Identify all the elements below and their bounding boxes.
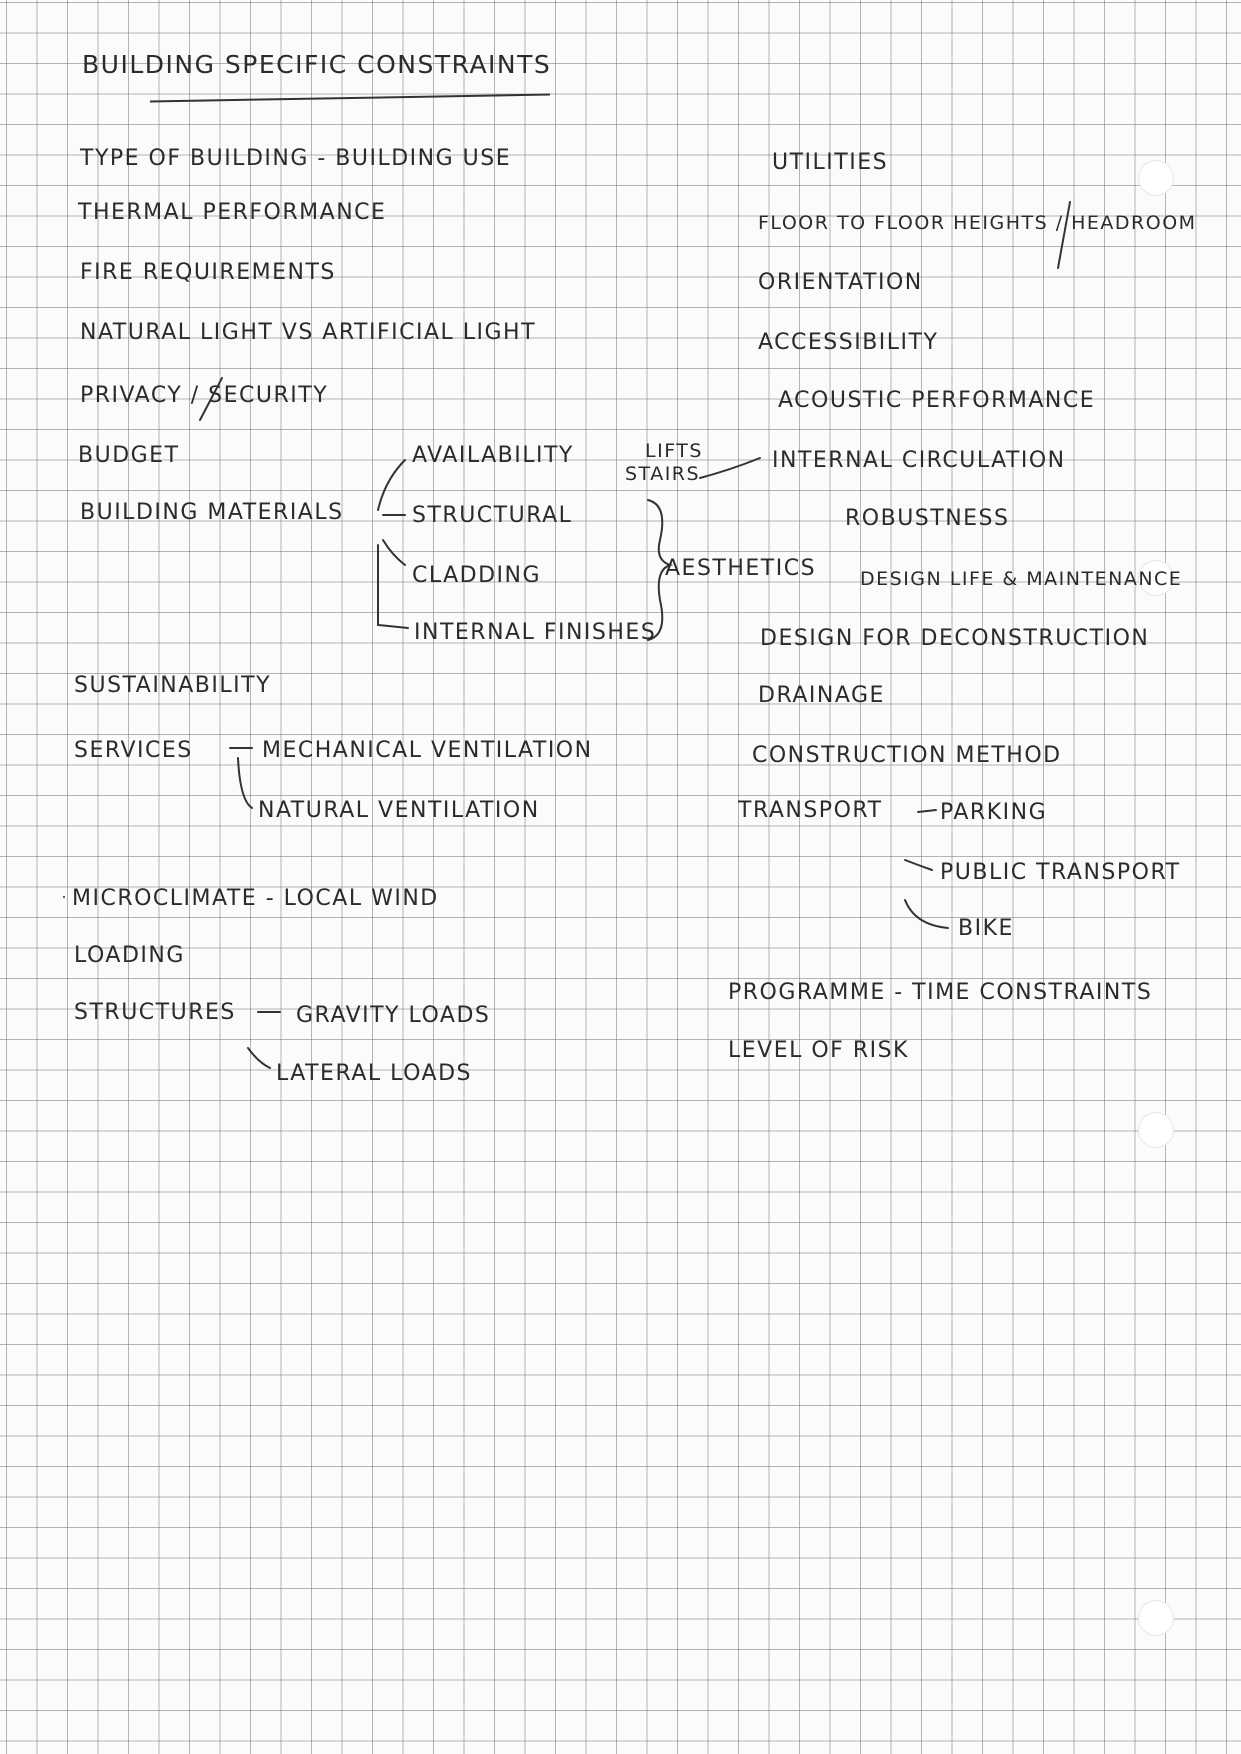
note-orientation: ORIENTATION (758, 270, 923, 295)
services-branch-natural (238, 758, 252, 808)
note-transport-parking: PARKING (940, 800, 1048, 825)
note-materials-availability: AVAILABILITY (412, 443, 574, 468)
note-structures-lateral: LATERAL LOADS (276, 1061, 472, 1086)
note-aesthetics: AESTHETICS (665, 556, 817, 581)
binder-hole-top (1138, 160, 1174, 196)
note-privacy-security: PRIVACY / SECURITY (80, 383, 329, 408)
note-services: SERVICES (74, 738, 193, 763)
note-utilities: UTILITIES (772, 150, 889, 175)
note-building-materials: BUILDING MATERIALS (80, 500, 344, 525)
note-construction-method: CONSTRUCTION METHOD (752, 743, 1062, 768)
note-transport-public: PUBLIC TRANSPORT (940, 860, 1181, 885)
note-thermal-performance: THERMAL PERFORMANCE (78, 200, 387, 225)
note-drainage: DRAINAGE (758, 683, 885, 708)
note-fire-requirements: FIRE REQUIREMENTS (80, 260, 336, 285)
note-structures-gravity: GRAVITY LOADS (296, 1003, 491, 1028)
note-materials-cladding: CLADDING (412, 563, 542, 588)
materials-branch-availability (378, 460, 405, 510)
page-title: BUILDING SPECIFIC CONSTRAINTS (82, 50, 552, 79)
note-lifts: LIFTS (645, 440, 703, 462)
transport-branch-bike (905, 900, 948, 928)
note-materials-internal-finishes: INTERNAL FINISHES (414, 620, 657, 645)
note-design-life: DESIGN LIFE & MAINTENANCE (860, 568, 1183, 590)
note-stairs: STAIRS (625, 463, 701, 485)
note-programme: PROGRAMME - TIME CONSTRAINTS (728, 980, 1153, 1005)
note-transport: TRANSPORT (738, 798, 883, 823)
note-natural-light: NATURAL LIGHT VS ARTIFICIAL LIGHT (80, 320, 537, 345)
materials-branch-internal (378, 545, 408, 628)
note-type-of-building: TYPE OF BUILDING - BUILDING USE (80, 146, 512, 171)
circulation-arrow (700, 458, 760, 478)
note-structures: STRUCTURES (74, 1000, 236, 1025)
structures-branch-lateral (248, 1048, 270, 1068)
binder-hole-bottom (1138, 1600, 1174, 1636)
transport-branch-public (905, 860, 932, 870)
note-microclimate: MICROCLIMATE - LOCAL WIND (72, 886, 439, 911)
note-services-mechanical: MECHANICAL VENTILATION (262, 738, 593, 763)
note-design-for-deconstruction: DESIGN FOR DECONSTRUCTION (760, 626, 1150, 651)
note-internal-circulation: INTERNAL CIRCULATION (772, 448, 1066, 473)
note-sustainability: SUSTAINABILITY (74, 673, 272, 698)
note-level-of-risk: LEVEL OF RISK (728, 1038, 909, 1063)
materials-branch-cladding (383, 540, 405, 565)
transport-branch-parking (918, 810, 936, 812)
note-loading: LOADING (74, 943, 185, 968)
note-floor-heights: FLOOR TO FLOOR HEIGHTS / HEADROOM (758, 212, 1197, 234)
note-acoustic-performance: ACOUSTIC PERFORMANCE (778, 388, 1096, 413)
note-services-natural: NATURAL VENTILATION (258, 798, 540, 823)
note-robustness: ROBUSTNESS (845, 506, 1010, 531)
note-accessibility: ACCESSIBILITY (758, 330, 939, 355)
title-underline (150, 94, 550, 103)
note-materials-structural: STRUCTURAL (412, 503, 573, 528)
binder-hole-middle-lower (1138, 1112, 1174, 1148)
note-budget: BUDGET (78, 443, 180, 468)
note-transport-bike: BIKE (958, 916, 1014, 941)
